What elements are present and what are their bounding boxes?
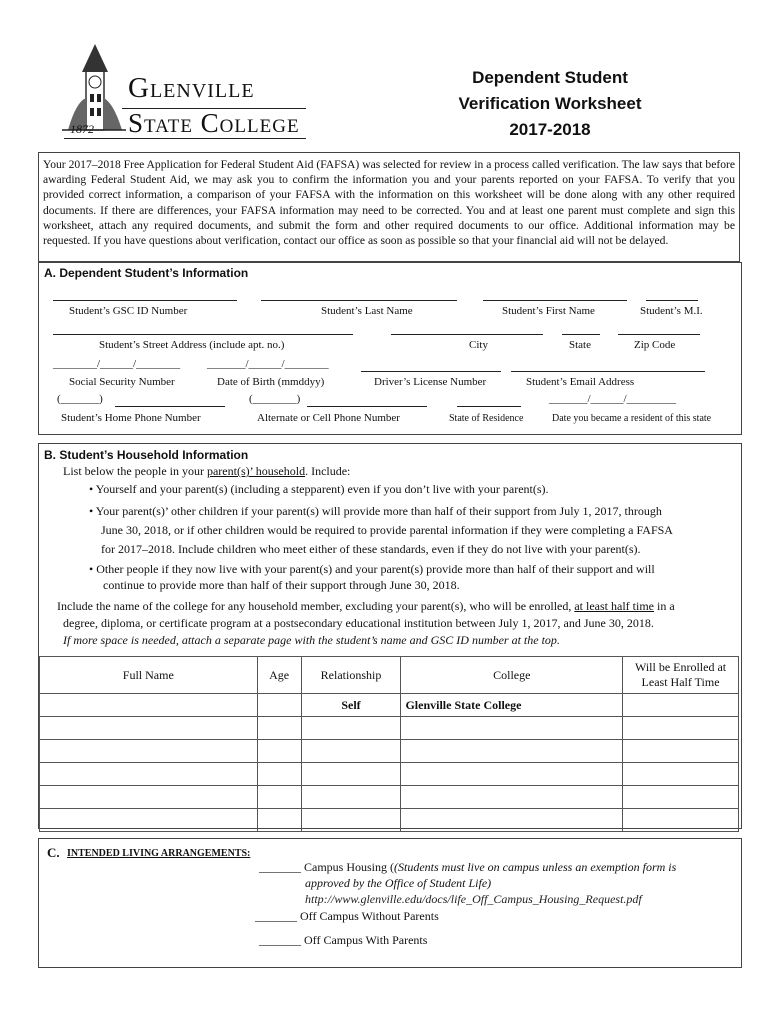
- housing-link-row: [305, 891, 642, 909]
- cell-age[interactable]: [257, 763, 301, 786]
- cell-name[interactable]: [40, 694, 258, 717]
- section-b: [38, 443, 742, 829]
- table-row: [40, 694, 739, 717]
- college-note-line2: degree, diploma, or certificate program at a postsecondary educational institution between July 1, 2017, and June 30, 2018.: [63, 616, 654, 630]
- campus-housing-note: approved by the Office of Student Life): [305, 876, 492, 890]
- city-field[interactable]: [391, 334, 543, 335]
- license-field[interactable]: [361, 371, 501, 372]
- label-residence-date: Date you became a resident of this state: [552, 413, 712, 424]
- bullet-1: • Yourself and your parent(s) (including a stepparent) even if you don’t live with your parent(s).: [89, 482, 549, 496]
- label-last-name: Student’s Last Name: [321, 305, 413, 317]
- cell-relationship[interactable]: [301, 740, 401, 763]
- table-row: [40, 717, 739, 740]
- section-c: [38, 838, 742, 968]
- label-dob: Date of Birth (mmddyy): [217, 376, 325, 388]
- college-name-line1: Glenville: [128, 72, 255, 104]
- section-c-title: INTENDED LIVING ARRANGEMENTS:: [67, 848, 251, 859]
- state-field[interactable]: [562, 334, 600, 335]
- section-c-letter: C.: [47, 845, 60, 860]
- email-field[interactable]: [511, 371, 705, 372]
- cell-age[interactable]: [257, 717, 301, 740]
- table-row: [40, 786, 739, 809]
- zip-field[interactable]: [618, 334, 700, 335]
- cell-age[interactable]: [257, 694, 301, 717]
- doc-title-2: Verification Worksheet: [458, 94, 642, 113]
- doc-title-3: 2017-2018: [509, 120, 591, 139]
- label-state: State: [569, 339, 591, 351]
- label-residence-state: State of Residence: [449, 413, 524, 424]
- table-row: [40, 740, 739, 763]
- label-email: Student’s Email Address: [526, 376, 635, 388]
- cell-relationship[interactable]: [301, 809, 401, 832]
- bullet-3-line2: continue to provide more than half of their support through June 30, 2018.: [103, 578, 460, 592]
- table-row: [40, 809, 739, 832]
- cell-age[interactable]: [257, 809, 301, 832]
- ssn-field[interactable]: ________/______/________: [53, 358, 181, 370]
- cell-name[interactable]: [40, 763, 258, 786]
- option-off-campus-with-parents[interactable]: _______ Off Campus With Parents: [259, 933, 428, 947]
- household-table: [39, 656, 739, 832]
- bullet-2: • Your parent(s)’ other children if your parent(s) will provide more than half of their support from July 1, 2017, through: [89, 504, 662, 518]
- housing-exemption-link[interactable]: http://www.glenville.edu/docs/life_Off_Campus_Housing_Request.pdf: [305, 892, 642, 906]
- cell-name[interactable]: [40, 786, 258, 809]
- cell-relationship[interactable]: [301, 717, 401, 740]
- last-name-field[interactable]: [261, 300, 457, 301]
- col-age: Age: [257, 657, 301, 694]
- street-address-field[interactable]: [53, 334, 353, 335]
- cell-name[interactable]: [40, 740, 258, 763]
- intro-paragraph: Your 2017–2018 Free Application for Federal Student Aid (FAFSA) was selected for review in a process called verification. The law says that before awarding Federal Student Aid, we may ask you to confirm the information you and your parents reported on your FAFSA. To verify that you provided correct information, a comparison of your FAFSA with the information on this worksheet will be done along with any other required documents. If there are differences, your FAFSA information may need to be corrected. You and at least one parent must complete and sign this worksheet, attach any required documents, and submit the form and other required documents to our office. Additional information may be requested. If you have questions about verification, contact our office as soon as possible so that your financial aid will not be delayed.: [38, 152, 740, 262]
- col-relationship: Relationship: [301, 657, 401, 694]
- cell-half-time[interactable]: [623, 740, 739, 763]
- home-phone-field[interactable]: [115, 406, 225, 407]
- founded-year: 1872: [70, 122, 94, 136]
- cell-college[interactable]: [401, 763, 623, 786]
- cell-age[interactable]: [257, 740, 301, 763]
- college-logo: [62, 42, 312, 142]
- cell-half-time[interactable]: [623, 786, 739, 809]
- col-half-time: Will be Enrolled at Least Half Time: [623, 657, 739, 694]
- cell-half-time[interactable]: [623, 717, 739, 740]
- dob-field[interactable]: _______/______/________: [207, 358, 329, 370]
- cell-college[interactable]: [401, 717, 623, 740]
- cell-college[interactable]: [401, 786, 623, 809]
- label-license: Driver’s License Number: [374, 376, 487, 388]
- option-off-campus-without-parents[interactable]: _______ Off Campus Without Parents: [255, 909, 439, 923]
- cell-age[interactable]: [257, 786, 301, 809]
- label-street: Student’s Street Address (include apt. no.): [99, 339, 285, 351]
- cell-relationship[interactable]: [301, 786, 401, 809]
- label-mi: Student’s M.I.: [640, 305, 703, 317]
- bullet-3: • Other people if they now live with your parent(s) and your parent(s) provide more than half of their support and will: [89, 562, 655, 576]
- table-row: [40, 763, 739, 786]
- section-a-title: A. Dependent Student’s Information: [44, 266, 249, 280]
- bullet-2-line3: for 2017–2018. Include children who meet either of these standards, even if they do not live with your parent(s).: [101, 542, 641, 556]
- label-city: City: [469, 339, 488, 351]
- table-header-row: [40, 657, 739, 694]
- col-full-name: Full Name: [40, 657, 258, 694]
- college-note: Include the name of the college for any household member, excluding your parent(s), who will be enrolled, at least half time in a: [57, 599, 675, 613]
- gsc-id-field[interactable]: [53, 300, 237, 301]
- col-college: College: [401, 657, 623, 694]
- cell-name[interactable]: [40, 809, 258, 832]
- first-name-field[interactable]: [483, 300, 627, 301]
- cell-half-time[interactable]: [623, 763, 739, 786]
- doc-title-1: Dependent Student: [472, 68, 628, 87]
- cell-relationship-self: Self: [301, 694, 401, 717]
- label-first-name: Student’s First Name: [502, 305, 595, 317]
- household-intro: List below the people in your parent(s)’ household. Include:: [63, 464, 351, 478]
- cell-half-time[interactable]: [623, 809, 739, 832]
- cell-phone-area[interactable]: (________): [249, 393, 301, 405]
- label-cell-phone: Alternate or Cell Phone Number: [257, 412, 400, 424]
- home-phone-area[interactable]: (_______): [57, 393, 103, 405]
- cell-name[interactable]: [40, 717, 258, 740]
- residence-state-field[interactable]: [457, 406, 521, 407]
- cell-half-time[interactable]: [623, 694, 739, 717]
- cell-relationship[interactable]: [301, 763, 401, 786]
- option-campus-housing[interactable]: _______ Campus Housing ((Students must live on campus unless an exemption form is: [259, 860, 677, 874]
- cell-college[interactable]: [401, 740, 623, 763]
- residence-date-field[interactable]: _______/______/_________: [549, 393, 677, 405]
- mi-field[interactable]: [646, 300, 698, 301]
- label-home-phone: Student’s Home Phone Number: [61, 412, 201, 424]
- cell-college[interactable]: [401, 809, 623, 832]
- space-note: If more space is needed, attach a separate page with the student’s name and GSC ID number at the top.: [63, 633, 560, 647]
- bullet-2-line2: June 30, 2018, or if other children would be required to provide parental information if they were completing a FAFSA: [101, 523, 673, 537]
- label-gsc-id: Student’s GSC ID Number: [69, 305, 188, 317]
- cell-college-self: Glenville State College: [401, 694, 623, 717]
- label-zip: Zip Code: [634, 339, 676, 351]
- college-name-line2: State College: [128, 108, 300, 138]
- cell-phone-field[interactable]: [307, 406, 427, 407]
- section-b-title: B. Student’s Household Information: [44, 448, 249, 462]
- section-a: [38, 262, 742, 435]
- label-ssn: Social Security Number: [69, 376, 175, 388]
